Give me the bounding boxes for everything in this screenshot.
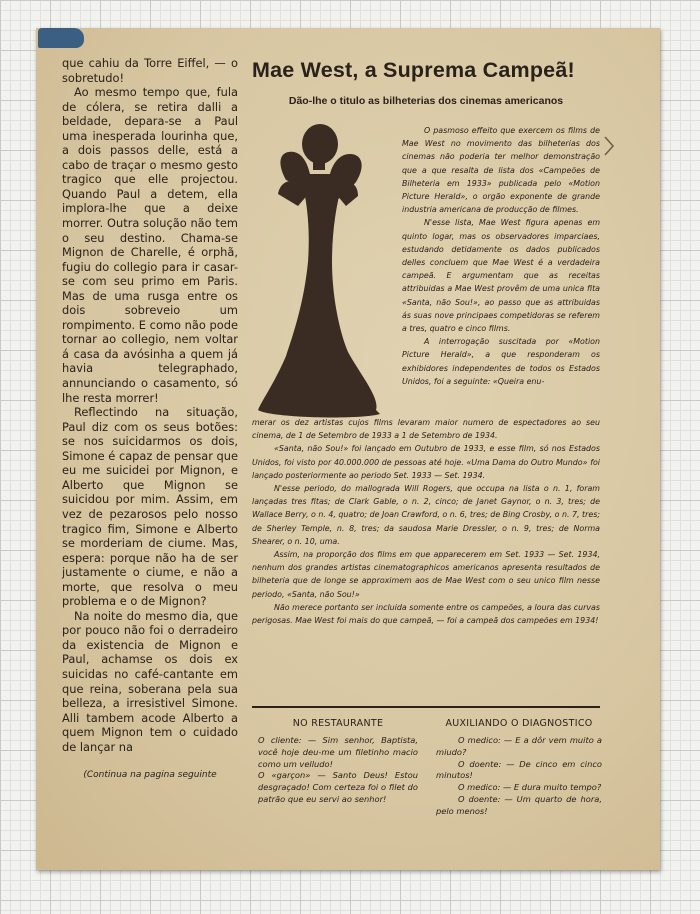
article-column (402, 124, 600, 388)
story-paragraph: Ao mesmo tempo que, fula de cólera, se retira dalli a beldade, depara-se a Paul uma inesperada lourinha que, a dois passos delle, está a cabo de traçar o mesmo gesto tragico que elle projectou. Quando Paul a detem, ella implora-lhe que a deixe morrer. Outra solução não tem o seu destino. Chama-se Mignon de Charelle, é orphã, fugiu do collegio para ir casar-se com seu primo em Paris. Mas de uma rusga entre os dois sobreveio um rompimento. E como não pode tornar ao collegio, nem voltar á casa da avósinha a quem já havia telegraphado, annunciando o casamento, só lhe resta morrer! (62, 85, 238, 405)
article-paragraph: N'esse periodo, do mallograda Will Rogers, que occupa na lista o n. 1, foram lançadas tres fitas; de Clark Gable, o n. 2, cinco; de Janet Gaynor, o n. 3, tres; de Wallace Berry, o n. 4, quatro; de Joan Crawford, o n. 6, tres; de Bing Crosby, o n. 7, tres; de Sherley Temple, n. 8, tres; da saudosa Marie Dressler, o n. 9, tres; de Norma Shearer, o n. 10, uma. (252, 484, 600, 546)
article-paragraph: «Santa, não Sou!» foi lançado em Outubro de 1933, e esse film, só nos Estados Unidos, foi visto por 40.000.000 de pessoas até hoje. «Uma Dama do Outro Mundo» foi lançado posteriormente ao periodo Set. 1933 — Set. 1934. (252, 444, 600, 480)
joke-text: — Santo Deus! Estou desgraçado! Com certeza foi o filet do patrão que eu servi ao senhor! (258, 770, 418, 804)
story-paragraph: Reflectindo na situação, Paul diz com os seus botões: se nos suicidarmos os dois, Simone é capaz de pensar que eu me suicidei por Mignon, e Alberto que Mignon se suicidou por mim. Assim, em vez de pezarosos pelo nosso tragico fim, Simone e Alberto se morderiam de ciume. Mas, espera: porque não ha de ser justamente o ciume, e não a morte, que resolva o meu problema e o de Mignon? (62, 405, 238, 609)
tape-fragment (38, 28, 84, 48)
joke-line: O medico: — E a dôr vem muito a miudo? (436, 735, 602, 757)
mae-west-illustration (250, 122, 400, 420)
continued-note: (Continua na pagina seguinte (83, 770, 217, 781)
article-paragraph: Assim, na proporção dos films em que apparecerem em Set. 1933 — Set. 1934, nenhum dos grandes artistas cinematographicos americanos apresenta resultados de bilheteria que de longe se approximem aos de Mae West com o seu unico film nesse periodo, «Santa, não Sou!» (252, 550, 600, 599)
pen-mark (603, 135, 617, 161)
joke-line (258, 735, 418, 770)
joke-speaker: O cliente: (258, 735, 302, 745)
article-paragraph: N'esse lista, Mae West figura apenas em quinto logar, mas os observadores imparciaes, estudando detidamente os dados publicados delles concluem que Mae West é a verdadeira campeã. E argumentam que as receitas attribuidas a Mae West provêm de uma unica fita «Santa, não Sou!», ao passo que as attribuidas ás suas nove principaes competidoras se referem a tres, quatro e cinco films. (402, 218, 600, 334)
article-paragraph: O pasmoso effeito que exercem os films de Mae West no movimento das bilheterias dos cinemas não poderia ter melhor demonstração que a que resalta de lista dos «Campeões de Bilheteria em 1933» publicada pelo «Motion Picture Herald», o orgão exponente de grande industria americana de producção de filmes. (402, 126, 600, 215)
story-paragraph: Na noite do mesmo dia, que por pouco não foi o derradeiro da existencia de Mignon e Paul, achamse os dois ex suicidas no café-cantante em que reina, soberana pela sua belleza, a irresistivel Simone. Alli tambem acode Alberto a quem Mignon tem o cuidado de lançar na (62, 608, 238, 754)
article-paragraph: A interrogação suscitada por «Motion Picture Herald», a que responderam os exhibidores independentes de todos os Estados Unidos, foi a seguinte: «Queira enu- (402, 337, 600, 386)
article-title: Mae West, a Suprema Campeã! (252, 58, 575, 82)
article-full-width (252, 416, 600, 627)
article-paragraph: merar os dez artistas cujos films levaram maior numero de espectadores ao seu cinema, de 1 de Setembro de 1933 a 1 de Setembro de 1934. (252, 418, 600, 441)
joke-diagnostico (436, 718, 602, 818)
article-paragraph: Não merece portanto ser incluida somente entre os campeões, a loura das curvas perigosas. Mae West foi mais do que campeã, — foi a campeã dos campeões em 1934! (252, 602, 600, 626)
joke-title: AUXILIANDO O DIAGNOSTICO (445, 718, 593, 729)
joke-text: — Sim senhor, Baptista, você hoje deu-me um filetinho macio como um velludo! (258, 735, 418, 769)
joke-restaurante (258, 718, 418, 806)
joke-title: NO RESTAURANTE (292, 718, 384, 729)
story-paragraph: que cahiu da Torre Eiffel, — o sobretudo! (62, 56, 238, 85)
joke-line: O doente: — Um quarto de hora, pelo menos! (436, 793, 602, 816)
joke-line: O doente: — De cinco em cinco minutos! (436, 758, 602, 781)
article-subtitle: Dão-lhe o titulo as bilheterias dos cinemas americanos (288, 95, 564, 107)
joke-speaker: O «garçon» (258, 770, 311, 781)
joke-line: O medico: — E dura muito tempo? (458, 782, 602, 793)
story-column (62, 56, 238, 783)
joke-line (258, 770, 418, 805)
section-divider (252, 706, 600, 708)
